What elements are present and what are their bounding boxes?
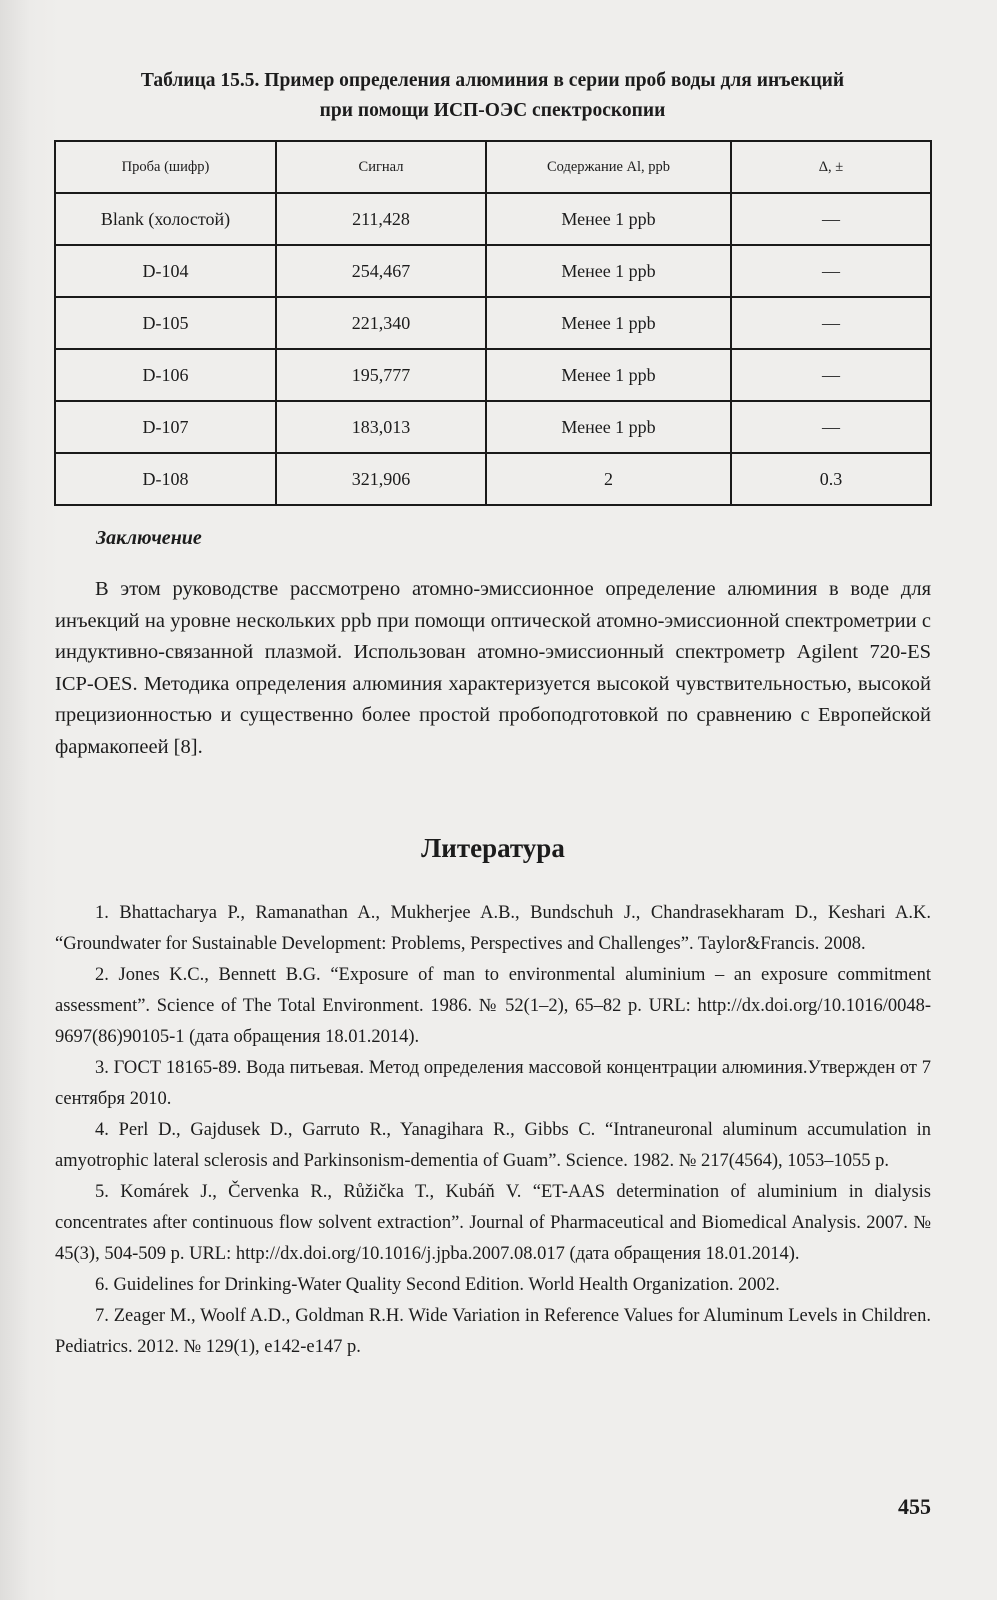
header-content: Содержание Al, ppb [486,141,731,193]
cell-delta: — [731,297,931,349]
cell-signal: 221,340 [276,297,486,349]
cell-content: 2 [486,453,731,505]
reference-list [55,898,931,1363]
cell-signal: 195,777 [276,349,486,401]
header-signal: Сигнал [276,141,486,193]
cell-sample: Blank (холостой) [55,193,276,245]
table-row [55,245,931,297]
cell-sample: D-107 [55,401,276,453]
table-caption-line-1: Таблица 15.5. Пример определения алюминия в серии проб воды для инъекций [140,70,845,91]
cell-delta: — [731,401,931,453]
cell-delta: — [731,349,931,401]
reference-item: 5. Komárek J., Červenka R., Růžička T., Kubáň V. “ET-AAS determination of aluminium in dialysis concentrates after continuous flow solvent extraction”. Journal of Pharmaceutical and Biomedical Analysis. 2007. № 45(3), 504-509 p. URL: http://dx.doi.org/10.1016/j.jpba.2007.08.017 (дата обращения 18.01.2014). [55,1182,931,1264]
cell-delta: — [731,193,931,245]
header-sample: Проба (шифр) [55,141,276,193]
literature-heading: Литература [421,833,565,863]
cell-content: Менее 1 ppb [486,349,731,401]
cell-content: Менее 1 ppb [486,245,731,297]
cell-content: Менее 1 ppb [486,401,731,453]
reference-item: 1. Bhattacharya P., Ramanathan A., Mukherjee A.B., Bundschuh J., Chandrasekharam D., Keshari A.K. “Groundwater for Sustainable Development: Problems, Perspectives and Challenges”. Taylor&Francis. 2008. [55,903,931,954]
cell-sample: D-108 [55,453,276,505]
cell-signal: 321,906 [276,453,486,505]
cell-sample: D-106 [55,349,276,401]
reference-item: 3. ГОСТ 18165-89. Вода питьевая. Метод определения массовой концентрации алюминия.Утвержден от 7 сентября 2010. [55,1058,931,1109]
table-row [55,349,931,401]
reference-item: 4. Perl D., Gajdusek D., Garruto R., Yanagihara R., Gibbs C. “Intraneuronal aluminum accumulation in amyotrophic lateral sclerosis and Parkinsonism-dementia of Guam”. Science. 1982. № 217(4564), 1053–1055 p. [55,1120,931,1171]
reference-item: 2. Jones K.C., Bennett B.G. “Exposure of man to environmental aluminium – an exposure commitment assessment”. Science of The Total Environment. 1986. № 52(1–2), 65–82 p. URL: http://dx.doi.org/10.1016/0048-9697(86)90105-1 (дата обращения 18.01.2014). [55,965,931,1047]
cell-signal: 211,428 [276,193,486,245]
table-row [55,453,931,505]
table-row [55,401,931,453]
cell-delta: 0.3 [731,453,931,505]
reference-item: 6. Guidelines for Drinking-Water Quality Second Edition. World Health Organization. 2002. [95,1275,780,1295]
cell-delta: — [731,245,931,297]
table-header-row [55,141,931,193]
table-caption-line-2: при помощи ИСП-ОЭС спектроскопии [319,100,666,121]
conclusion-heading: Заключение [96,527,202,549]
reference-item: 7. Zeager M., Woolf A.D., Goldman R.H. Wide Variation in Reference Values for Aluminum Levels in Children. Pediatrics. 2012. № 129(1), e142-e147 p. [55,1306,931,1357]
cell-signal: 254,467 [276,245,486,297]
cell-content: Менее 1 ppb [486,193,731,245]
results-table [54,140,932,506]
cell-content: Менее 1 ppb [486,297,731,349]
cell-sample: D-105 [55,297,276,349]
header-delta: Δ, ± [731,141,931,193]
table-row [55,297,931,349]
table-caption [55,66,930,126]
cell-sample: D-104 [55,245,276,297]
table-row [55,193,931,245]
conclusion-paragraph: В этом руководстве рассмотрено атомно-эмиссионное определение алюминия в воде для инъекций на уровне нескольких ppb при помощи оптической атомно-эмиссионной спектрометрии с индуктивно-связанной плазмой. Использован атомно-эмиссионный спектрометр Agilent 720-ES ICP-OES. Методика определения алюминия характеризуется высокой чувствительностью, высокой прецизионностью и существенно более простой пробоподготовкой по сравнению с Европейской фармакопеей [8]. [55,578,931,758]
cell-signal: 183,013 [276,401,486,453]
page-number: 455 [898,1494,931,1519]
